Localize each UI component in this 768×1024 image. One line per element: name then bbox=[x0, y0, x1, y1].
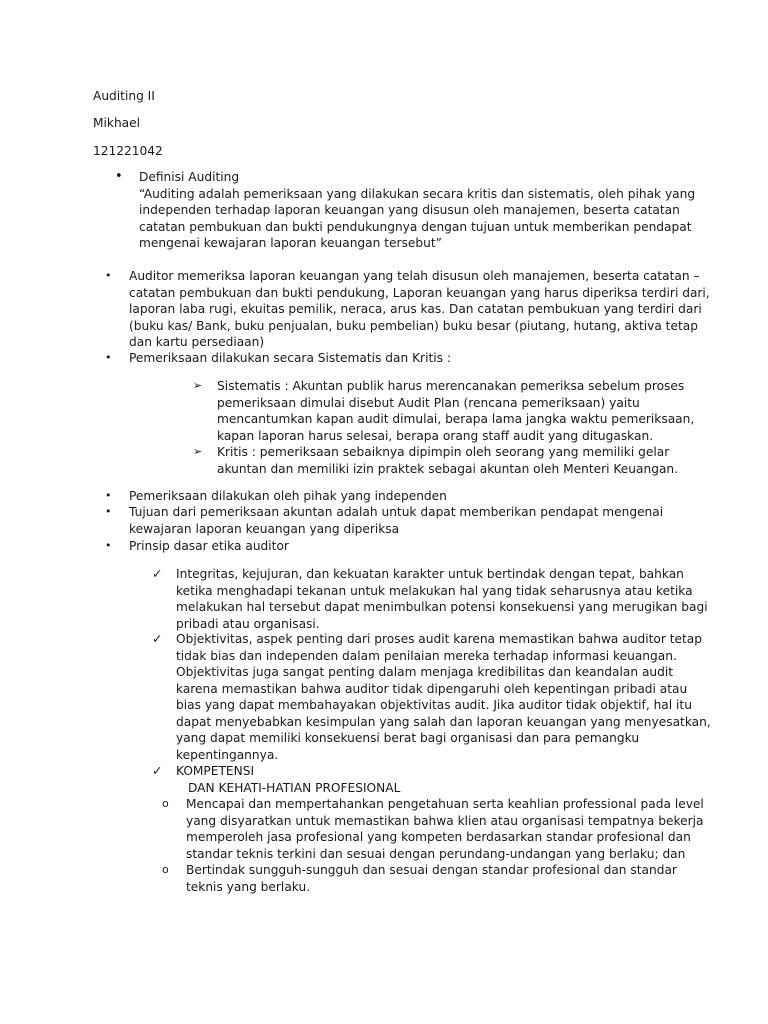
sub-list-line: mencantumkan kapan audit dimulai, berapa lama jangka waktu pemeriksaan, bbox=[217, 412, 695, 426]
principle-line: Integritas, kejujuran, dan kekuatan karakter untuk bertindak dengan tepat, bahkan bbox=[176, 567, 684, 581]
list-item-line: kewajaran laporan keuangan yang diperiksa bbox=[129, 521, 400, 536]
principle-line: melakukan hal tersebut dapat menimbulkan potensi konsekuensi yang merugikan bagi bbox=[176, 600, 708, 614]
list-item-line: laporan laba rugi, ekuitas pemilik, neraca, arus kas. Dan catatan pembukuan yang terdiri dari bbox=[129, 302, 702, 316]
bullet-marker: • bbox=[105, 269, 112, 282]
list-item-line: dan kartu persediaan) bbox=[129, 335, 265, 349]
circle-marker: o bbox=[162, 797, 169, 810]
list-item-line: Prinsip dasar etika auditor bbox=[129, 539, 289, 553]
principle-line: karena memastikan bahwa auditor tidak dipengaruhi oleh kepentingan pribadi atau bbox=[176, 681, 688, 696]
definition-line: independen terhadap laporan keuangan yang disusun oleh manajemen, beserta catatan bbox=[139, 203, 680, 217]
sub-list-line: kapan laporan harus selesai, berapa orang staff audit yang ditugaskan. bbox=[217, 428, 654, 443]
principle-line: Objektivitas, aspek penting dari proses audit karena memastikan bahwa auditor tetap bbox=[176, 632, 702, 646]
definition-block bbox=[139, 169, 695, 252]
check-marker: ✓ bbox=[152, 763, 163, 778]
circle-marker: o bbox=[162, 863, 169, 876]
definition-line: catatan pembukuan dan bukti pendukungnya dengan tujuan untuk memberikan pendapat bbox=[139, 219, 692, 234]
student-id: 121221042 bbox=[93, 144, 163, 158]
competence-line: Mencapai dan mempertahankan pengetahuan serta keahlian professional pada level bbox=[186, 797, 704, 811]
list-item-line: (buku kas/ Bank, buku penjualan, buku pembelian) buku besar (piutang, hutang, aktiva tetap bbox=[129, 318, 698, 333]
bullet-marker: • bbox=[105, 505, 112, 518]
sub-list-item bbox=[217, 444, 678, 477]
principle-line: tidak bias dan independen dalam penilaian mereka terhadap informasi keuangan. bbox=[176, 648, 677, 663]
principle-line: bias yang dapat membahayakan objektivitas audit. Jika auditor tidak objektif, hal itu bbox=[176, 698, 692, 712]
bullet-marker: • bbox=[105, 351, 112, 364]
principle-line: dapat menyebabkan kesimpulan yang salah dan laporan keuangan yang menyesatkan, bbox=[176, 714, 711, 729]
principle-line: pribadi atau organisasi. bbox=[176, 616, 320, 631]
sub-list-line: Sistematis : Akuntan publik harus merencanakan pemeriksa sebelum proses bbox=[217, 379, 685, 393]
subject-title: Auditing II bbox=[93, 89, 155, 103]
definition-line: mengenai kewajaran laporan keuangan tersebut” bbox=[139, 236, 442, 250]
competence-line: standar teknis terkini dan sesuai dengan perundang-undangan yang berlaku; dan bbox=[186, 846, 686, 861]
list-item bbox=[129, 268, 710, 351]
competence-item bbox=[186, 796, 704, 862]
list-item bbox=[129, 538, 289, 555]
sub-list-item bbox=[217, 378, 694, 444]
principle-item bbox=[176, 631, 711, 763]
bullet-marker: • bbox=[105, 489, 112, 502]
principle-line: KOMPETENSI bbox=[176, 764, 255, 778]
arrow-marker: ➢ bbox=[193, 379, 203, 392]
definition-line: “Auditing adalah pemeriksaan yang dilakukan secara kritis dan sistematis, oleh pihak yang bbox=[139, 186, 696, 201]
principle-line: Objektivitas juga sangat penting dalam menjaga kredibilitas dan keandalan audit bbox=[176, 665, 674, 679]
principle-line: ketika menghadapi tekanan untuk melakukan hal yang tidak seharusnya atau ketika bbox=[176, 583, 693, 598]
author-name: Mikhael bbox=[93, 116, 141, 130]
check-marker: ✓ bbox=[152, 566, 163, 581]
list-item bbox=[129, 488, 447, 505]
list-item bbox=[129, 504, 663, 537]
principle-line: DAN KEHATI-HATIAN PROFESIONAL bbox=[188, 780, 401, 795]
arrow-marker: ➢ bbox=[193, 445, 203, 458]
competence-line: teknis yang berlaku. bbox=[186, 879, 311, 894]
competence-line: memperoleh jasa profesional yang kompeten berdasarkan standar profesional dan bbox=[186, 830, 691, 844]
competence-line: Bertindak sungguh-sungguh dan sesuai dengan standar profesional dan standar bbox=[186, 863, 677, 877]
check-marker: ✓ bbox=[152, 631, 163, 646]
sub-list-line: pemeriksaan dimulai disebut Audit Plan (rencana pemeriksaan) yaitu bbox=[217, 395, 640, 410]
principle-line: yang dapat memiliki konsekuensi berat bagi organisasi dan para pemangku bbox=[176, 731, 640, 745]
list-item-line: catatan pembukuan dan bukti pendukung, Laporan keuangan yang harus diperiksa terdiri dari, bbox=[129, 285, 710, 300]
principle-line: kepentingannya. bbox=[176, 747, 279, 762]
definition-title: Definisi Auditing bbox=[139, 170, 240, 184]
list-item-line: Pemeriksaan dilakukan secara Sistematis dan Kritis : bbox=[129, 351, 451, 365]
sub-list-line: akuntan dan memiliki izin praktek sebagai akuntan oleh Menteri Keuangan. bbox=[217, 461, 679, 476]
competence-item bbox=[186, 862, 677, 895]
principle-item bbox=[176, 763, 400, 796]
list-item-line: Pemeriksaan dilakukan oleh pihak yang independen bbox=[129, 489, 447, 503]
competence-line: yang disyaratkan untuk memastikan bahwa klien atau organisasi tempatnya bekerja bbox=[186, 813, 704, 828]
sub-list-line: Kritis : pemeriksaan sebaiknya dipimpin oleh seorang yang memiliki gelar bbox=[217, 445, 670, 459]
bullet-marker: • bbox=[115, 169, 123, 184]
list-item-line: Tujuan dari pemeriksaan akuntan adalah untuk dapat memberikan pendapat mengenai bbox=[129, 505, 664, 519]
list-item bbox=[129, 350, 451, 367]
bullet-marker: • bbox=[105, 539, 112, 552]
principle-item bbox=[176, 566, 708, 632]
list-item-line: Auditor memeriksa laporan keuangan yang telah disusun oleh manajemen, beserta catatan – bbox=[129, 269, 700, 283]
